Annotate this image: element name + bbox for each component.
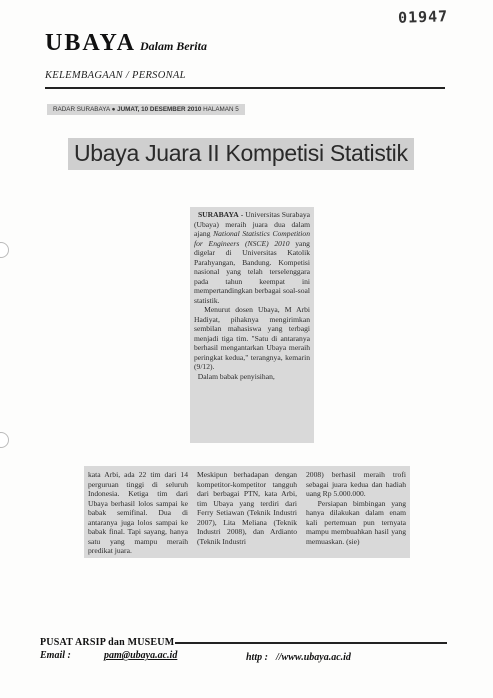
article-text: yang digelar di Universitas Katolik Parahyangan, Bandung. Kompetisi nasional yang telah terselenggara pada tahun keempat ini mempertandingkan berbagai soal-soal statistik.	[194, 238, 310, 305]
article-paragraph-3	[194, 372, 310, 382]
website-link[interactable]: //www.ubaya.ac.id	[276, 652, 351, 663]
article-text: 2008) berhasil meraih trofi sebagai juara kedua dan hadiah uang Rp 5.000.000.	[306, 470, 406, 498]
article-clip-column	[190, 207, 314, 443]
article-text: kata Arbi, ada 22 tim dari 14 perguruan tinggi di seluruh Indonesia. Ketiga tim dari Ubaya berhasil lolos sampai ke babak semifinal. Dua di antaranya juga lolos sampai ke babak final. Tapi sayang, hanya satu yang mampu meraih predikat juara.	[88, 470, 188, 555]
category-label: KELEMBAGAAN / PERSONAL	[45, 70, 186, 81]
article-lead: SURABAYA	[197, 210, 239, 219]
publication-date: JUMAT, 10 DESEMBER 2010	[117, 106, 202, 113]
brand-subtitle: Dalam Berita	[139, 39, 207, 53]
email-label: Email :	[40, 650, 71, 661]
newspaper-page: HALAMAN 5	[203, 106, 239, 113]
article-headline: Ubaya Juara II Kompetisi Statistik	[68, 138, 414, 170]
brand-name: UBAYA	[45, 30, 136, 56]
article-paragraph-2	[194, 305, 310, 372]
article-text: Persiapan bimbingan yang hanya dilakukan dalam enam kali pertemuan pun ternyata mampu membuahkan hasil yang memuaskan. (sie)	[306, 498, 407, 546]
archive-number-stamp: 01947	[397, 7, 449, 27]
article-column-1	[88, 470, 188, 556]
article-text: Menurut dosen Ubaya, M Arbi Hadiyat, pihaknya mengirimkan sembilan mahasiswa yang terbagi menjadi tiga tim. "Satu di antaranya berhasil mengantarkan Ubaya meraih peringkat kedua," terangnya, kemarin (9/12).	[194, 305, 311, 371]
header-rule	[45, 87, 445, 89]
email-link[interactable]: pam@ubaya.ac.id	[104, 650, 178, 661]
article-clip-row	[84, 466, 410, 558]
footer-rule	[175, 642, 447, 644]
article-column-3	[306, 470, 406, 546]
article-text: - Universitas Surabaya (Ubaya) meraih juara dua dalam ajang	[194, 210, 310, 238]
article-paragraph-last	[306, 499, 406, 547]
article-text: Dalam babak penyisihan,	[197, 371, 275, 381]
website-label: http :	[246, 652, 268, 663]
article-column-2	[197, 470, 297, 546]
archive-label: PUSAT ARSIP dan MUSEUM	[40, 637, 175, 648]
event-name: National Statistics Competition for Engineers (NSCE) 2010	[194, 229, 310, 248]
punch-hole-top	[0, 242, 9, 258]
article-paragraph-1	[194, 210, 310, 305]
dateline-bullet: ●	[111, 106, 116, 113]
newspaper-dateline	[47, 104, 245, 115]
brand-header	[45, 30, 207, 57]
newspaper-source: RADAR SURABAYA	[53, 106, 110, 113]
punch-hole-bottom	[0, 432, 9, 448]
article-text: Meskipun berhadapan dengan kompetitor-kompetitor tangguh dari berbagai PTN, kata Arbi, tim Ubaya yang terdiri dari Ferry Setiawan (Teknik Industri 2007), Lita Meliana (Teknik Industri 2008), dan Ardianto (Teknik Industri	[197, 470, 297, 546]
